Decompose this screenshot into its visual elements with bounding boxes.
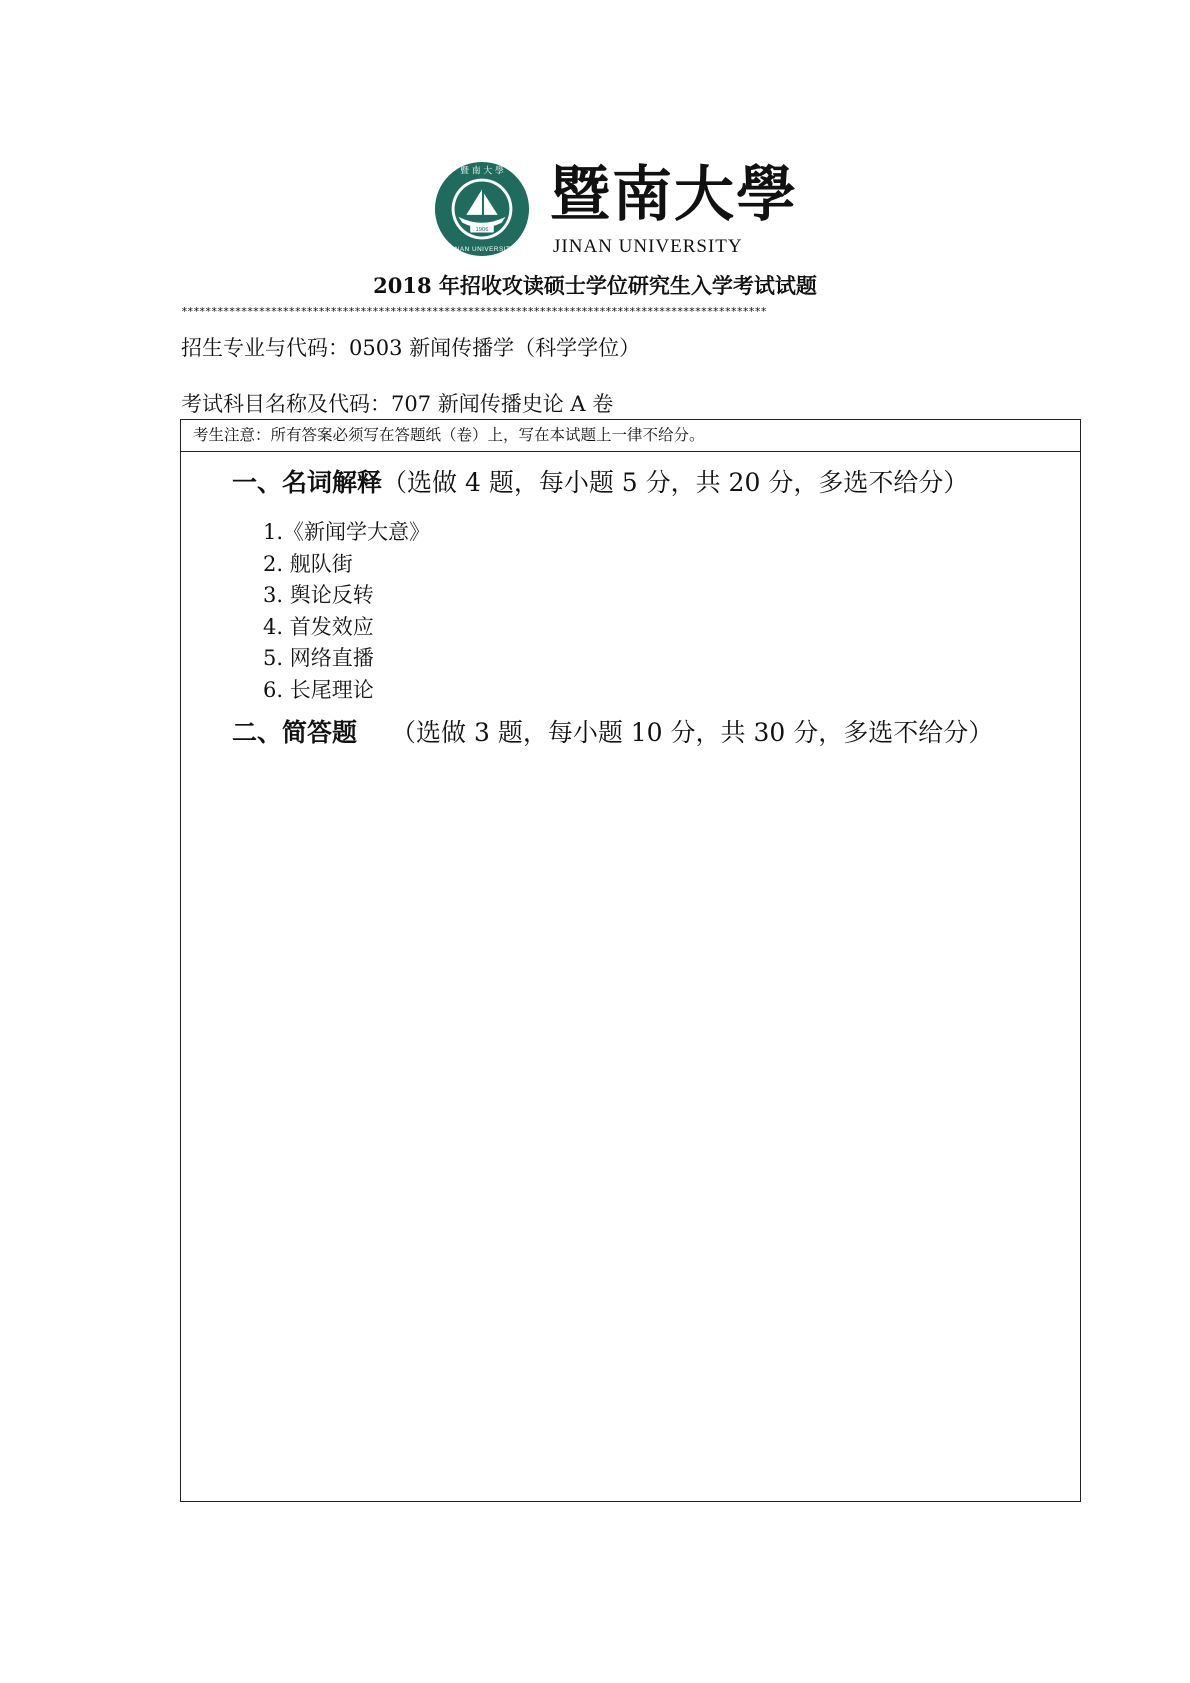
svg-text:JINAN UNIVERSITY: JINAN UNIVERSITY: [448, 246, 516, 254]
list-item: 6. 长尾理论: [263, 677, 374, 702]
university-name-chinese: 暨南大學: [550, 160, 798, 230]
svg-text:1906: 1906: [475, 227, 489, 234]
term-list: [263, 517, 430, 707]
list-item: 2. 舰队街: [263, 551, 353, 576]
university-name-english: JINAN UNIVERSITY: [553, 236, 743, 257]
section-2-label: 二、简答题: [232, 718, 358, 747]
section-2-instruction: （选做 3 题，每小题 10 分，共 30 分，多选不给分）: [391, 718, 994, 747]
svg-text:暨 南 大 學: 暨 南 大 學: [460, 166, 504, 177]
list-item: 1.《新闻学大意》: [263, 520, 431, 544]
candidate-notice: 考生注意：所有答案必须写在答题纸（卷）上，写在本试题上一律不给分。: [181, 420, 1080, 452]
exam-title: 2018 年招收攻读硕士学位研究生入学考试试题: [373, 273, 817, 298]
list-item: 4. 首发效应: [263, 614, 374, 639]
section-1-label: 一、名词解释: [232, 468, 383, 497]
page-header: [0, 160, 1190, 260]
subject-line: 考试科目名称及代码：707 新闻传播史论 A 卷: [181, 392, 614, 416]
list-item: 5. 网络直播: [263, 646, 374, 671]
section-1-instruction: （选做 4 题，每小题 5 分，共 20 分，多选不给分）: [382, 468, 969, 497]
major-line: 招生专业与代码：0503 新闻传播学（科学学位）: [181, 336, 641, 360]
university-seal-icon: [433, 160, 531, 258]
star-divider: **************************************************************************************************: [181, 305, 767, 318]
section-1-heading: [232, 466, 968, 500]
list-item: 3. 舆论反转: [263, 583, 374, 608]
section-2-heading: [232, 716, 993, 750]
